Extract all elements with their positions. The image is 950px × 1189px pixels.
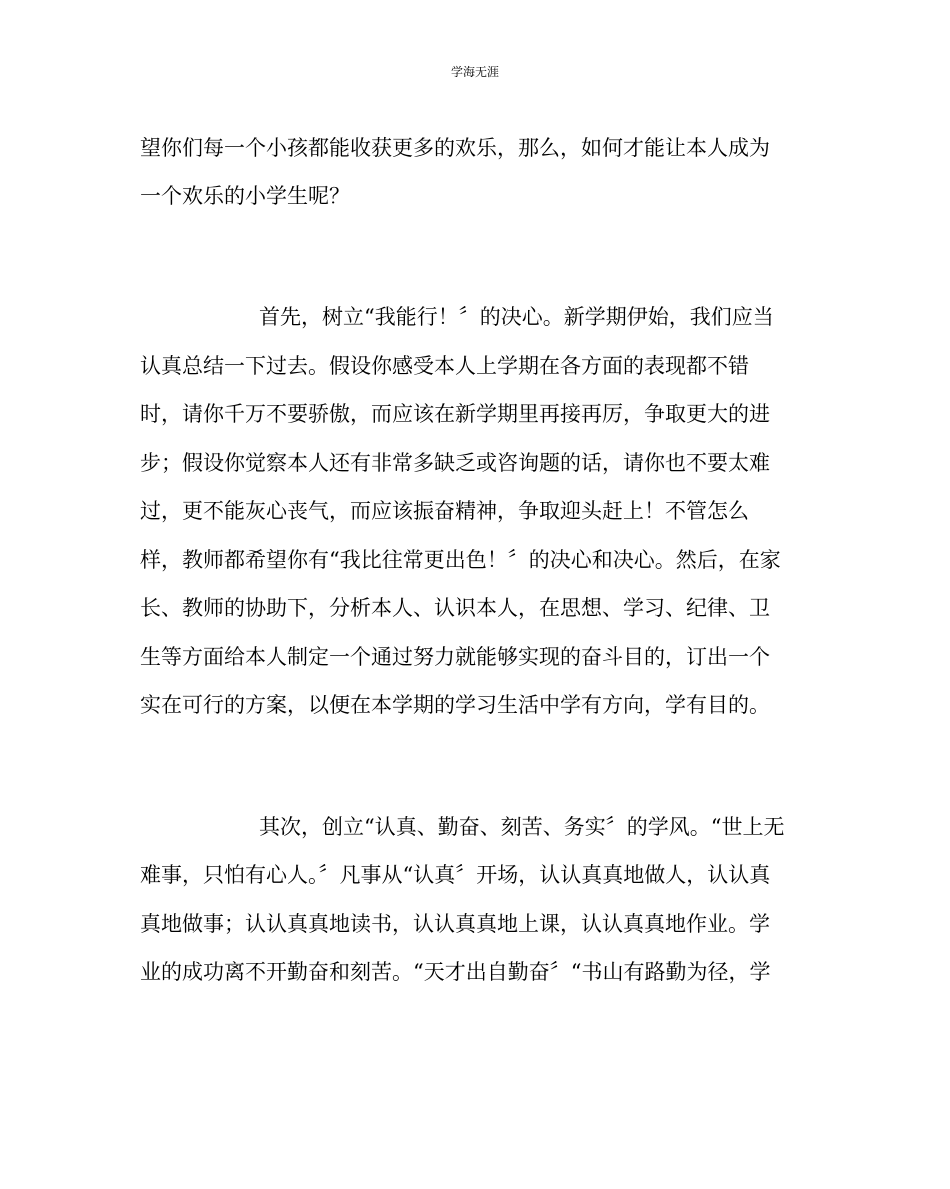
- text-line: 一个欢乐的小学生呢？: [140, 184, 350, 208]
- page-header: 学海无涯: [450, 65, 499, 79]
- text-line: 真地做事；认认真真地读书，认认真真地上课，认认真真地作业。学: [140, 912, 770, 936]
- text-line: 业的成功离不开勤奋和刻苦。“天才出自勤奋〞“书山有路勤为径，学: [140, 960, 771, 984]
- text-line: 首先，树立“我能行！〞的决心。新学期伊始，我们应当: [259, 305, 774, 329]
- text-line: 过，更不能灰心丧气，而应该振奋精神，争取迎头赶上！不管怎么: [140, 499, 749, 523]
- text-line: 望你们每一个小孩都能收获更多的欢乐，那么，如何才能让本人成为: [140, 136, 770, 160]
- text-line: 实在可行的方案，以便在本学期的学习生活中学有方向，学有目的。: [140, 693, 770, 717]
- text-line: 认真总结一下过去。假设你感受本人上学期在各方面的表现都不错: [140, 354, 749, 378]
- text-line: 难事，只怕有心人。〞凡事从“认真〞开场，认认真真地做人，认认真: [140, 863, 771, 887]
- text-line: 步；假设你觉察本人还有非常多缺乏或咨询题的话，请你也不要太难: [140, 451, 770, 475]
- text-line: 生等方面给本人制定一个通过努力就能够实现的奋斗目的，订出一个: [140, 645, 770, 669]
- text-line: 长、教师的协助下，分析本人、认识本人，在思想、学习、纪律、卫: [140, 596, 770, 620]
- text-line: 时，请你千万不要骄傲，而应该在新学期里再接再厉，争取更大的进: [140, 402, 770, 426]
- text-line: 其次，创立“认真、勤奋、刻苦、务实〞的学风。“世上无: [259, 815, 785, 839]
- text-line: 样，教师都希望你有“我比往常更出色！〞的决心和决心。然后，在家: [140, 548, 781, 572]
